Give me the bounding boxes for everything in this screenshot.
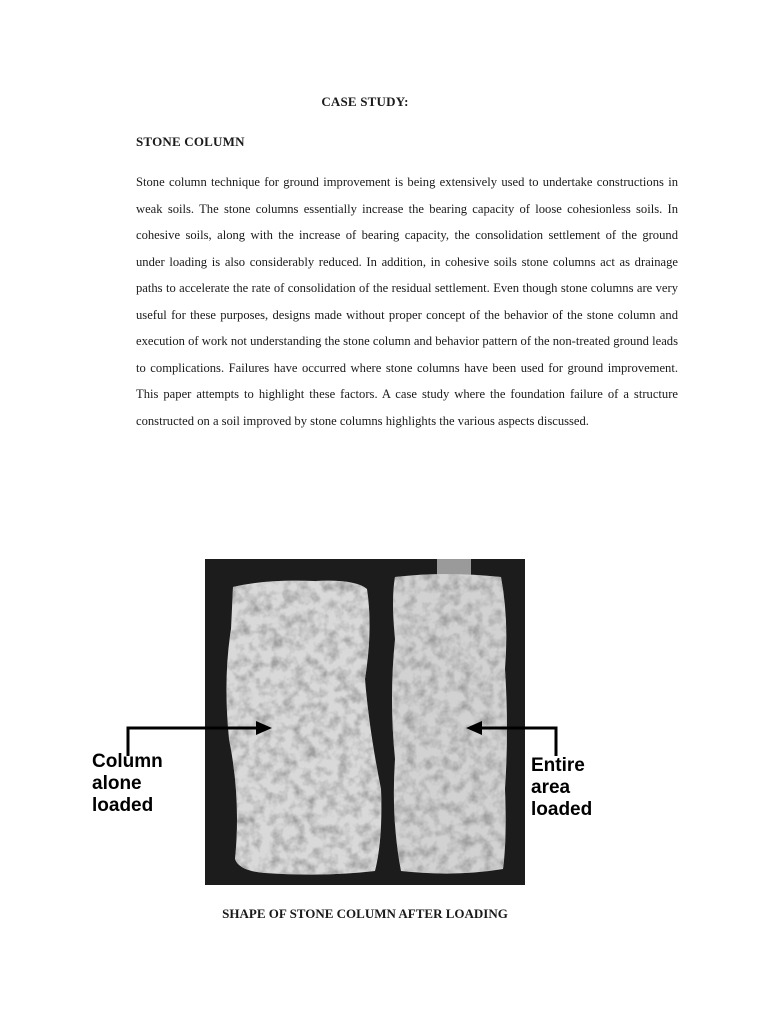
- figure-caption: SHAPE OF STONE COLUMN AFTER LOADING: [222, 906, 508, 921]
- section-heading: STONE COLUMN: [136, 134, 245, 149]
- right-label-line-3: loaded: [531, 799, 593, 820]
- right-label-line-2: area: [531, 777, 571, 798]
- left-callout-label: [92, 751, 163, 817]
- left-label-line-2: alone: [92, 773, 142, 794]
- right-callout-label: [531, 755, 592, 821]
- right-label-line-1: Entire: [531, 755, 585, 776]
- left-label-line-1: Column: [92, 751, 163, 772]
- right-callout-arrow: [462, 718, 562, 758]
- case-study-heading: CASE STUDY:: [321, 94, 409, 109]
- left-label-line-3: loaded: [92, 795, 154, 816]
- column-holder: [437, 559, 471, 575]
- body-paragraph: Stone column technique for ground improvement is being extensively used to undertake constructions in weak soils. The stone columns essentially increase the bearing capacity of loose cohesionless soils. In cohesive soils, along with the increase of bearing capacity, the consolidation settlement of the ground under loading is also considerably reduced. In addition, in cohesive soils stone columns act as drainage paths to accelerate the rate of consolidation of the residual settlement. Even though stone columns are very useful for these purposes, designs made without proper concept of the behavior of the stone column and execution of work not understanding the stone column and behavior pattern of the non-treated ground leads to complications. Failures have occurred where stone columns have been used for ground improvement. This paper attempts to highlight these factors. A case study where the foundation failure of a structure constructed on a soil improved by stone columns highlights the various aspects discussed.: [136, 175, 678, 428]
